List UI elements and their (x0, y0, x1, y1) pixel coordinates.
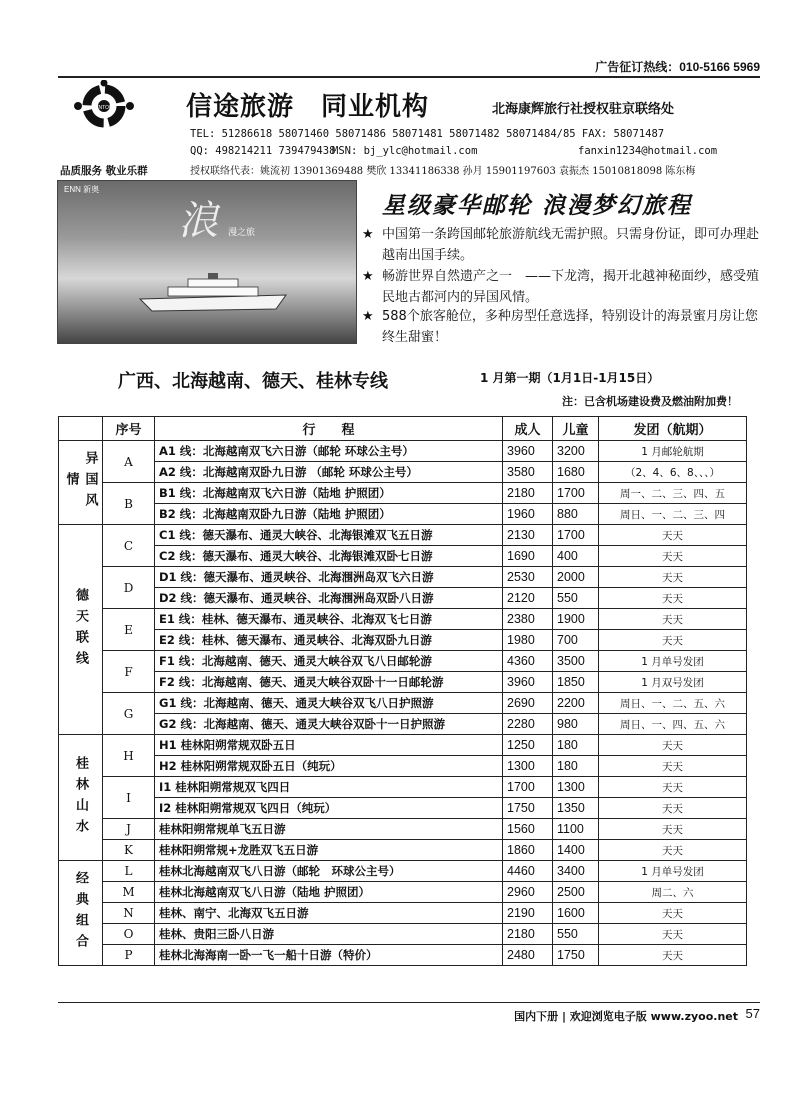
route-cell: I2 桂林阳朔常规双飞四日（纯玩） (155, 798, 503, 819)
table-row (59, 609, 747, 630)
col-header-date: 发团（航期） (599, 417, 747, 441)
route-cell: F1 线：北海越南、德天、通灵大峡谷双飞八日邮轮游 (155, 651, 503, 672)
feature-item: ★ 588个旅客舱位，多种房型任意选择，特别设计的海景蜜月房让您终生甜蜜！ (362, 306, 762, 348)
feature-item: ★ 中国第一条跨国邮轮旅游航线无需护照。只需身份证，即可办理赴越南出国手续。 (362, 224, 762, 266)
route-cell: 桂林北海越南双飞八日游（陆地 护照团） (155, 882, 503, 903)
table-row (59, 525, 747, 546)
route-cell: D1 线：德天瀑布、通灵峡谷、北海涠洲岛双飞六日游 (155, 567, 503, 588)
date-cell: 天天 (599, 567, 747, 588)
child-cell: 2200 (553, 693, 599, 714)
child-cell: 1600 (553, 903, 599, 924)
table-row (59, 567, 747, 588)
date-cell: 1 月单号发团 (599, 651, 747, 672)
adult-cell: 2690 (503, 693, 553, 714)
adult-cell: 2120 (503, 588, 553, 609)
route-cell: 桂林北海越南双飞八日游（邮轮 环球公主号） (155, 861, 503, 882)
group-cell: A (103, 441, 155, 483)
table-row (59, 483, 747, 504)
date-cell: 周日、一、四、五、六 (599, 714, 747, 735)
date-cell: 天天 (599, 735, 747, 756)
date-cell: 天天 (599, 945, 747, 966)
route-cell: A2 线：北海越南双卧九日游 （邮轮 环球公主号） (155, 462, 503, 483)
date-cell: 1 月邮轮航期 (599, 441, 747, 462)
date-cell: 周一、二、三、四、五 (599, 483, 747, 504)
date-cell: 天天 (599, 525, 747, 546)
adult-cell: 2530 (503, 567, 553, 588)
date-cell: 天天 (599, 588, 747, 609)
date-cell: 天天 (599, 777, 747, 798)
child-cell: 180 (553, 735, 599, 756)
route-cell: H1 桂林阳朔常规双卧五日 (155, 735, 503, 756)
star-icon: ★ (362, 309, 374, 324)
adult-cell: 4460 (503, 861, 553, 882)
table-row (59, 882, 747, 903)
table-row (59, 819, 747, 840)
adult-cell: 2130 (503, 525, 553, 546)
route-title: 广西、北海越南、德天、桂林专线 (118, 371, 388, 392)
logo-text: SENTOUR (91, 105, 117, 111)
route-cell: F2 线：北海越南、德天、通灵大峡谷双卧十一日邮轮游 (155, 672, 503, 693)
col-header-no: 序号 (103, 417, 155, 441)
date-cell: （2、4、6、8、、、） (599, 462, 747, 483)
table-row (59, 462, 747, 483)
price-note: 注：已含机场建设费及燃油附加费！ (562, 395, 738, 408)
date-cell: 天天 (599, 609, 747, 630)
route-cell: D2 线：德天瀑布、通灵峡谷、北海涠洲岛双卧八日游 (155, 588, 503, 609)
footer-text: 国内下册 | 欢迎浏览电子版 www.zyoo.net (514, 1010, 738, 1023)
child-cell: 3200 (553, 441, 599, 462)
ship-icon (138, 273, 288, 313)
date-cell: 天天 (599, 924, 747, 945)
adult-cell: 3960 (503, 441, 553, 462)
adult-cell: 1860 (503, 840, 553, 861)
date-cell: 天天 (599, 819, 747, 840)
group-cell: O (103, 924, 155, 945)
group-cell: D (103, 567, 155, 609)
table-row (59, 924, 747, 945)
route-cell: C1 线：德天瀑布、通灵大峡谷、北海银滩双飞五日游 (155, 525, 503, 546)
table-row (59, 441, 747, 462)
date-cell: 周二、六 (599, 882, 747, 903)
route-cell: 桂林、南宁、北海双飞五日游 (155, 903, 503, 924)
adult-cell: 1980 (503, 630, 553, 651)
route-cell: C2 线：德天瀑布、通灵大峡谷、北海银滩双卧七日游 (155, 546, 503, 567)
adult-cell: 1750 (503, 798, 553, 819)
adult-cell: 1690 (503, 546, 553, 567)
qq-line: QQ: 498214211 739479438 (190, 145, 336, 157)
adult-cell: 2190 (503, 903, 553, 924)
child-cell: 3500 (553, 651, 599, 672)
header-divider (58, 76, 760, 78)
adult-cell: 1300 (503, 756, 553, 777)
group-cell: H (103, 735, 155, 777)
group-cell: J (103, 819, 155, 840)
child-cell: 1850 (553, 672, 599, 693)
table-row (59, 798, 747, 819)
date-cell: 1 月单号发团 (599, 861, 747, 882)
table-row (59, 756, 747, 777)
sentour-logo-icon (64, 80, 144, 160)
route-cell: G2 线：北海越南、德天、通灵大峡谷双卧十一日护照游 (155, 714, 503, 735)
child-cell: 700 (553, 630, 599, 651)
date-cell: 天天 (599, 546, 747, 567)
adult-cell: 2180 (503, 924, 553, 945)
child-cell: 880 (553, 504, 599, 525)
child-cell: 1700 (553, 525, 599, 546)
child-cell: 1300 (553, 777, 599, 798)
child-cell: 3400 (553, 861, 599, 882)
group-cell: M (103, 882, 155, 903)
table-row (59, 735, 747, 756)
adult-cell: 1560 (503, 819, 553, 840)
date-cell: 天天 (599, 798, 747, 819)
child-cell: 2000 (553, 567, 599, 588)
child-cell: 1700 (553, 483, 599, 504)
group-cell: E (103, 609, 155, 651)
adult-cell: 3580 (503, 462, 553, 483)
adult-cell: 2180 (503, 483, 553, 504)
route-cell: 桂林北海海南一卧一飞一船十日游（特价） (155, 945, 503, 966)
group-cell: N (103, 903, 155, 924)
feature-item: ★ 畅游世界自然遗产之一 ——下龙湾，揭开北越神秘面纱，感受殖民地古都河内的异国风情。 (362, 266, 762, 308)
route-cell: 桂林阳朔常规单飞五日游 (155, 819, 503, 840)
price-table (58, 416, 747, 966)
adult-cell: 2280 (503, 714, 553, 735)
table-row (59, 903, 747, 924)
group-cell: G (103, 693, 155, 735)
route-cell: E2 线：桂林、德天瀑布、通灵峡谷、北海双卧九日游 (155, 630, 503, 651)
adult-cell: 3960 (503, 672, 553, 693)
route-cell: I1 桂林阳朔常规双飞四日 (155, 777, 503, 798)
table-row (59, 840, 747, 861)
representatives: 授权联络代表：姚流初 13901369488 樊欣 13341186338 孙月 15901197603 袁振杰 15010818098 陈东梅 (190, 166, 696, 177)
date-cell: 天天 (599, 630, 747, 651)
table-row (59, 651, 747, 672)
msn-line: MSN: bj_ylc@hotmail.com (332, 145, 478, 157)
child-cell: 1350 (553, 798, 599, 819)
child-cell: 1900 (553, 609, 599, 630)
col-header-adult: 成人 (503, 417, 553, 441)
table-row (59, 693, 747, 714)
group-cell: L (103, 861, 155, 882)
col-header-route: 行 程 (155, 417, 503, 441)
group-cell: B (103, 483, 155, 525)
promo-big-char: 浪 (178, 198, 218, 244)
tel-line: TEL: 51286618 58071460 58071486 58071481 58071482 58071484/85 FAX: 58071487 (190, 128, 665, 140)
child-cell: 1750 (553, 945, 599, 966)
table-row (59, 945, 747, 966)
brand-title: 信途旅游 同业机构 (186, 92, 430, 122)
table-row (59, 861, 747, 882)
adult-cell: 2960 (503, 882, 553, 903)
table-row (59, 777, 747, 798)
col-header-child: 儿童 (553, 417, 599, 441)
route-cell: G1 线：北海越南、德天、通灵大峡谷双飞八日护照游 (155, 693, 503, 714)
email-line: fanxin1234@hotmail.com (578, 145, 718, 157)
date-cell: 天天 (599, 756, 747, 777)
route-cell: A1 线：北海越南双飞六日游（邮轮 环球公主号） (155, 441, 503, 462)
star-icon: ★ (362, 269, 374, 284)
category-cell: 异国风情 (59, 441, 103, 525)
category-cell: 桂林山水 (59, 735, 103, 861)
route-cell: 桂林阳朔常规+龙胜双飞五日游 (155, 840, 503, 861)
category-cell: 德天联线 (59, 525, 103, 735)
date-cell: 天天 (599, 840, 747, 861)
star-icon: ★ (362, 227, 374, 242)
route-cell: E1 线：桂林、德天瀑布、通灵峡谷、北海双飞七日游 (155, 609, 503, 630)
period: 1 月第一期（1月1日-1月15日） (480, 371, 660, 385)
table-row (59, 504, 747, 525)
child-cell: 1100 (553, 819, 599, 840)
adult-cell: 1960 (503, 504, 553, 525)
child-cell: 550 (553, 924, 599, 945)
adult-cell: 2480 (503, 945, 553, 966)
adult-cell: 4360 (503, 651, 553, 672)
adult-cell: 1700 (503, 777, 553, 798)
group-cell: I (103, 777, 155, 819)
ad-hotline: 广告征订热线：010-5166 5969 (595, 60, 760, 74)
table-row (59, 630, 747, 651)
date-cell: 周日、一、二、三、四 (599, 504, 747, 525)
table-row (59, 546, 747, 567)
table-header (59, 417, 747, 441)
date-cell: 天天 (599, 903, 747, 924)
promo-title: 星级豪华邮轮 浪漫梦幻旅程 (382, 192, 693, 219)
route-cell: H2 桂林阳朔常规双卧五日（纯玩） (155, 756, 503, 777)
group-cell: F (103, 651, 155, 693)
route-cell: 桂林、贵阳三卧八日游 (155, 924, 503, 945)
route-cell: B2 线：北海越南双卧九日游（陆地 护照团） (155, 504, 503, 525)
table-row (59, 588, 747, 609)
group-cell: P (103, 945, 155, 966)
page-number: 57 (745, 1006, 760, 1021)
date-cell: 1 月双号发团 (599, 672, 747, 693)
child-cell: 400 (553, 546, 599, 567)
enn-brand: ENN 新奥 (64, 185, 100, 194)
table-body (59, 441, 747, 966)
child-cell: 1680 (553, 462, 599, 483)
child-cell: 2500 (553, 882, 599, 903)
child-cell: 550 (553, 588, 599, 609)
table-row (59, 714, 747, 735)
group-cell: C (103, 525, 155, 567)
route-cell: B1 线：北海越南双飞六日游（陆地 护照团） (155, 483, 503, 504)
promo-sub-text: 漫之旅 (228, 228, 256, 238)
footer-divider (58, 1002, 760, 1003)
date-cell: 周日、一、二、五、六 (599, 693, 747, 714)
cruise-ship-image (57, 180, 357, 344)
slogan: 品质服务 敬业乐群 (60, 165, 148, 177)
adult-cell: 2380 (503, 609, 553, 630)
agency-name: 北海康辉旅行社授权驻京联络处 (492, 102, 675, 117)
table-row (59, 672, 747, 693)
group-cell: K (103, 840, 155, 861)
child-cell: 1400 (553, 840, 599, 861)
category-cell: 经典组合 (59, 861, 103, 966)
child-cell: 180 (553, 756, 599, 777)
child-cell: 980 (553, 714, 599, 735)
adult-cell: 1250 (503, 735, 553, 756)
